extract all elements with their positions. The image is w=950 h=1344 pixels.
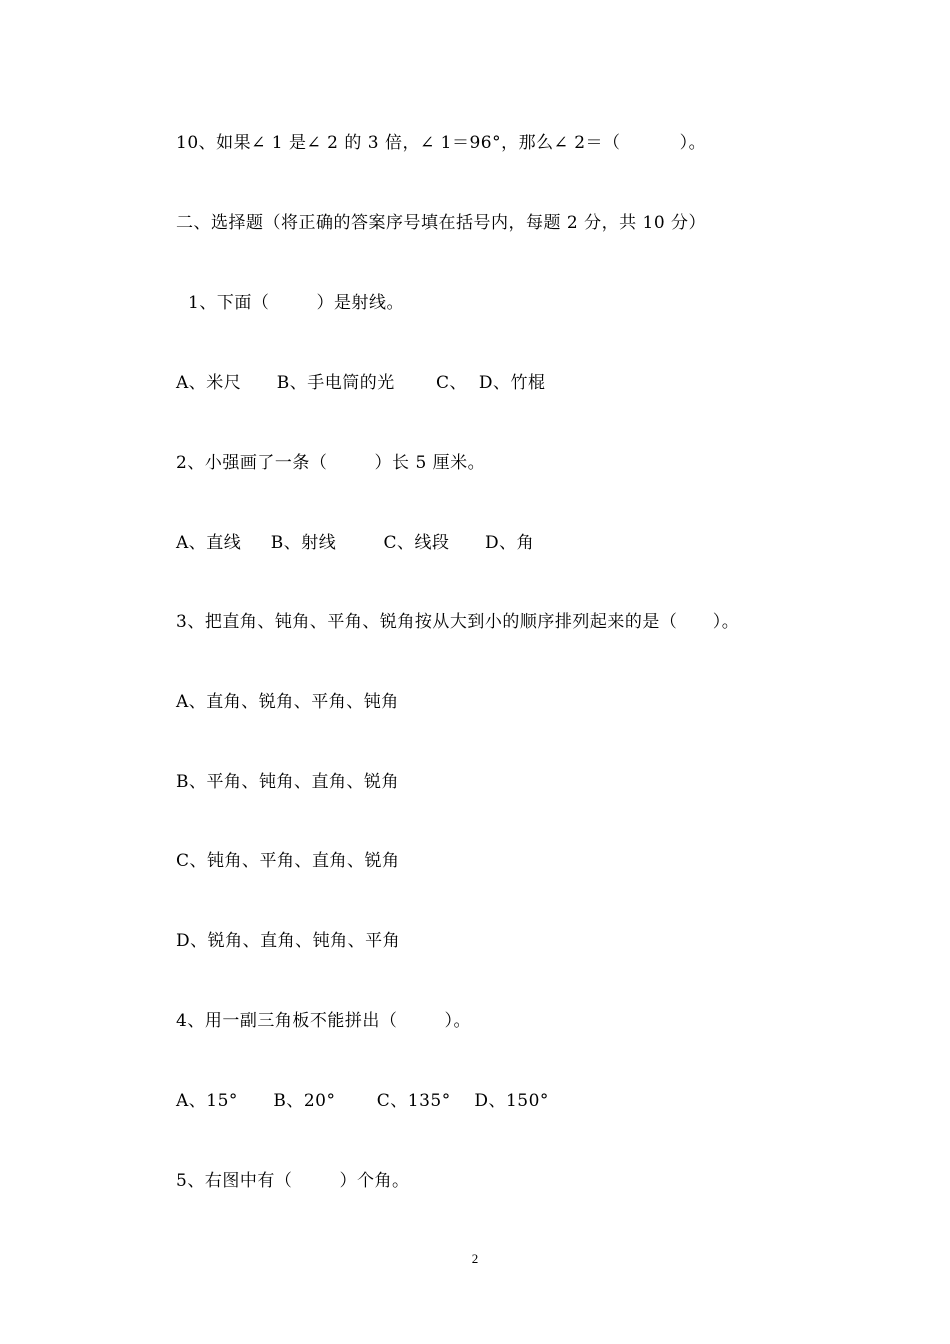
section-heading-multiple-choice: 二、选择题（将正确的答案序号填在括号内，每题 2 分，共 10 分） bbox=[176, 213, 707, 233]
choice-question-4: 4、用一副三角板不能拼出（ ）。 bbox=[176, 1011, 472, 1031]
choice-question-3-option-d: D、锐角、直角、钝角、平角 bbox=[176, 931, 401, 951]
choice-question-4-options: A、15° B、20° C、135° D、150° bbox=[176, 1091, 549, 1111]
choice-question-3-option-c: C、钝角、平角、直角、锐角 bbox=[176, 851, 400, 871]
choice-question-5: 5、右图中有（ ）个角。 bbox=[176, 1171, 410, 1191]
question-10-fill-blank: 10、如果∠ 1 是∠ 2 的 3 倍，∠ 1＝96°，那么∠ 2＝（ ）。 bbox=[176, 133, 707, 153]
choice-question-2: 2、小强画了一条（ ）长 5 厘米。 bbox=[176, 453, 486, 473]
choice-question-1: 1、下面（ ）是射线。 bbox=[188, 293, 405, 313]
choice-question-3: 3、把直角、钝角、平角、锐角按从大到小的顺序排列起来的是（ ）。 bbox=[176, 612, 740, 632]
choice-question-2-options: A、直线 B、射线 C、线段 D、角 bbox=[176, 533, 535, 553]
page-number: 2 bbox=[471, 1251, 479, 1266]
choice-question-3-option-b: B、平角、钝角、直角、锐角 bbox=[176, 772, 399, 792]
choice-question-1-options: A、米尺 B、手电筒的光 C、 D、竹棍 bbox=[176, 373, 546, 393]
choice-question-3-option-a: A、直角、锐角、平角、钝角 bbox=[176, 692, 399, 712]
